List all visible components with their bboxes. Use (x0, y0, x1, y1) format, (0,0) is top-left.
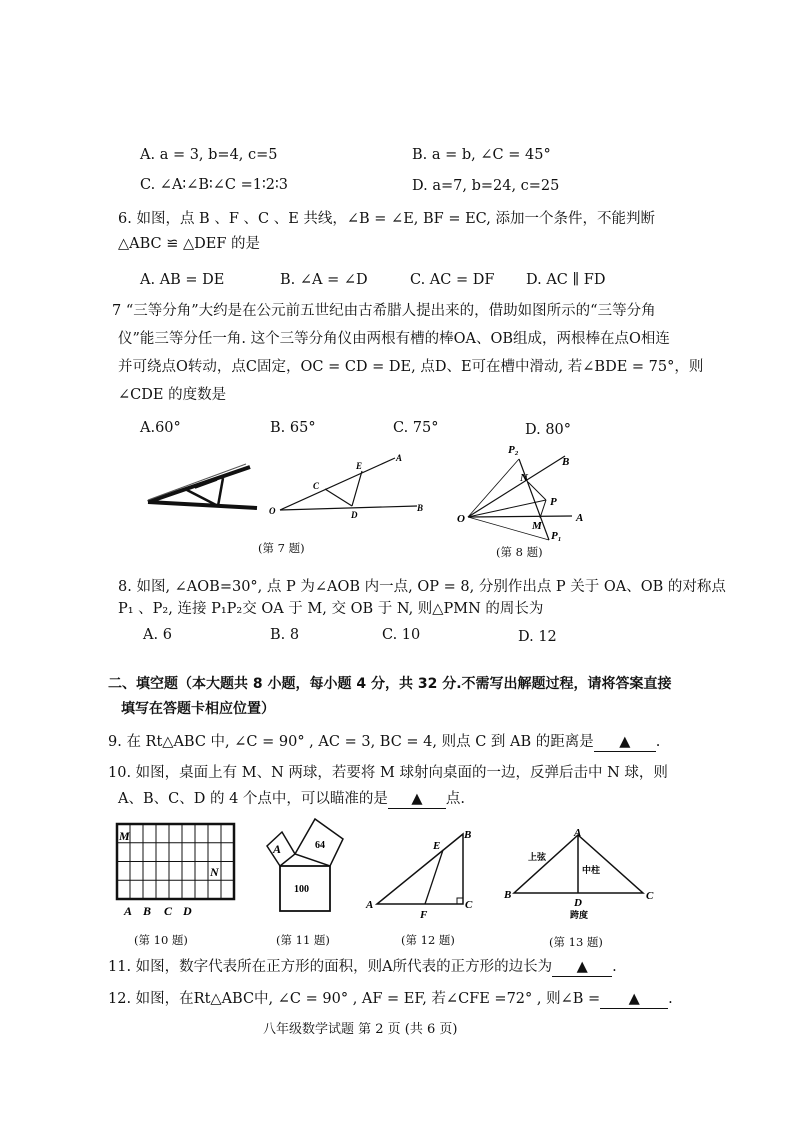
q10-tail: 点. (445, 791, 466, 807)
q5-option-c: C. ∠A∶∠B∶∠C =1∶2∶3 (140, 177, 288, 193)
q10-answer-blank[interactable] (388, 790, 446, 809)
q10-answer-mark: ▲ (411, 791, 423, 807)
q12-tail: . (668, 991, 673, 1007)
fig10-label-b: B (143, 904, 152, 918)
q6-option-d: D. AC ∥ FD (526, 272, 606, 288)
q9-tail: . (655, 734, 661, 750)
figure-13-truss (500, 825, 665, 925)
fig12-label-e: E (433, 840, 441, 852)
section-2-heading-line1: 二、填空题（本大题共 8 小题，每小题 4 分，共 32 分.不需写出解题过程，请将答案直接 (108, 676, 672, 692)
figure-12-triangle (365, 826, 480, 922)
fig10-label-c: C (164, 904, 173, 918)
fig12-label-c: C (465, 899, 473, 911)
q10-text-line2 (118, 790, 465, 809)
fig8-label-b: B (562, 456, 570, 468)
q6-option-b: B. ∠A = ∠D (280, 272, 368, 288)
q7-text-line3: 并可绕点O转动，点C固定，OC = CD = DE, 点D、E可在槽中滑动, 若∠BDE = 75°，则 (118, 359, 704, 375)
fig13-label-b: B (504, 889, 512, 901)
fig13-label-kuadu: 跨度 (570, 910, 589, 920)
fig8-label-a: A (576, 512, 584, 524)
fig13-label-zhongzhu: 中柱 (582, 865, 601, 875)
q8-option-d: D. 12 (518, 629, 557, 645)
fig13-label-a: A (574, 827, 582, 839)
fig8-label-p: P (550, 496, 557, 508)
fig10-label-m: M (119, 829, 130, 843)
q7-text-line2: 仪”能三等分任一角. 这个三等分角仪由两根有槽的棒OA、OB组成，两根棒在点O相连 (118, 331, 670, 347)
fig13-label-d: D (574, 897, 582, 909)
fig11-square-64: 64 (315, 840, 325, 851)
figure-7-diagram (265, 448, 430, 520)
q11-answer-mark: ▲ (576, 959, 588, 975)
q9-answer-mark: ▲ (619, 734, 631, 750)
fig12-label-a: A (366, 899, 374, 911)
q8-text-line1: 8. 如图, ∠AOB=30°, 点 P 为∠AOB 内一点, OP = 8, 分别作出点 P 关于 OA、OB 的对称点 (118, 579, 726, 595)
q7-option-a: A.60° (140, 420, 181, 436)
q12-answer-mark: ▲ (628, 991, 640, 1007)
fig8-label-p2: P₂ (508, 444, 519, 456)
fig8-label-m: M (532, 520, 542, 532)
fig10-label-d: D (183, 904, 192, 918)
q5-option-a: A. a = 3, b=4, c=5 (140, 147, 278, 163)
q11-text (108, 958, 617, 977)
fig7-label-c: C (313, 481, 320, 491)
figure-7-caption: (第 7 题) (258, 541, 305, 555)
figure-11-squares (255, 816, 355, 916)
q11-tail: . (612, 959, 617, 975)
fig13-label-c: C (646, 890, 654, 902)
fig13-label-shangxian: 上弦 (528, 852, 547, 862)
fig8-label-o: O (457, 513, 465, 525)
section-2-heading-line2: 填写在答题卡相应位置） (121, 701, 275, 717)
q7-text-line1: 7 “三等分角”大约是在公元前五世纪由古希腊人提出来的，借助如图所示的“三等分角 (112, 303, 656, 319)
figure-11-caption: (第 11 题) (276, 933, 330, 947)
fig8-label-n: N (520, 472, 528, 484)
q5-option-d: D. a=7, b=24, c=25 (412, 178, 560, 194)
q6-option-a: A. AB = DE (140, 272, 225, 288)
q6-text-line1: 6. 如图，点 B 、F 、C 、E 共线，∠B = ∠E, BF = EC, 添加一个条件，不能判断 (118, 211, 655, 227)
figure-13-caption: (第 13 题) (549, 935, 603, 949)
fig7-label-e: E (356, 461, 363, 471)
fig7-label-b: B (417, 503, 424, 513)
figure-10-grid (108, 818, 238, 920)
page-footer: 八年级数学试题 第 2 页 (共 6 页) (263, 1022, 458, 1037)
q8-option-a: A. 6 (143, 627, 172, 643)
q10-text-line1: 10. 如图，桌面上有 M、N 两球，若要将 M 球射向桌面的一边，反弹后击中 N 球，则 (108, 765, 668, 781)
q11-answer-blank[interactable] (552, 958, 612, 977)
fig12-label-f: F (420, 909, 428, 921)
fig11-label-a: A (273, 842, 282, 856)
fig8-label-p1: P₁ (551, 530, 562, 542)
q6-text-line2: △ABC ≌ △DEF 的是 (118, 236, 261, 252)
fig11-square-100: 100 (294, 884, 309, 895)
q5-option-b: B. a = b, ∠C = 45° (412, 147, 551, 163)
fig7-label-d: D (351, 510, 358, 520)
figure-8-caption: (第 8 题) (496, 545, 543, 559)
figure-12-caption: (第 12 题) (401, 933, 455, 947)
q12-text (108, 990, 673, 1009)
q7-option-d: D. 80° (525, 422, 572, 438)
q12-answer-blank[interactable] (600, 990, 668, 1009)
q7-option-b: B. 65° (270, 420, 316, 436)
q11-question: 11. 如图，数字代表所在正方形的面积，则A所代表的正方形的边长为 (108, 959, 553, 975)
fig12-label-b: B (464, 829, 472, 841)
q9-text (108, 733, 660, 752)
q10-question: A、B、C、D 的 4 个点中，可以瞄准的是 (118, 791, 388, 807)
q8-option-b: B. 8 (270, 627, 300, 643)
fig7-label-a: A (396, 453, 403, 463)
q7-text-line4: ∠CDE 的度数是 (118, 387, 227, 403)
fig10-label-n: N (210, 865, 219, 879)
q9-question: 9. 在 Rt△ABC 中, ∠C = 90° , AC = 3, BC = 4, 则点 C 到 AB 的距离是 (108, 734, 594, 750)
figure-10-caption: (第 10 题) (134, 933, 188, 947)
figure-7-trisector-drawing (145, 460, 260, 515)
q8-option-c: C. 10 (382, 627, 421, 643)
figure-8-diagram (452, 437, 592, 542)
fig10-label-a: A (124, 904, 133, 918)
q9-answer-blank[interactable] (594, 733, 656, 752)
fig7-label-o: O (269, 506, 276, 516)
q12-question: 12. 如图，在Rt△ABC中, ∠C = 90° , AF = EF, 若∠CFE =72° , 则∠B = (108, 991, 601, 1007)
q8-text-line2: P₁ 、P₂, 连接 P₁P₂交 OA 于 M, 交 OB 于 N, 则△PMN 的周长为 (118, 601, 544, 617)
q6-option-c: C. AC = DF (410, 272, 495, 288)
q7-option-c: C. 75° (393, 420, 439, 436)
